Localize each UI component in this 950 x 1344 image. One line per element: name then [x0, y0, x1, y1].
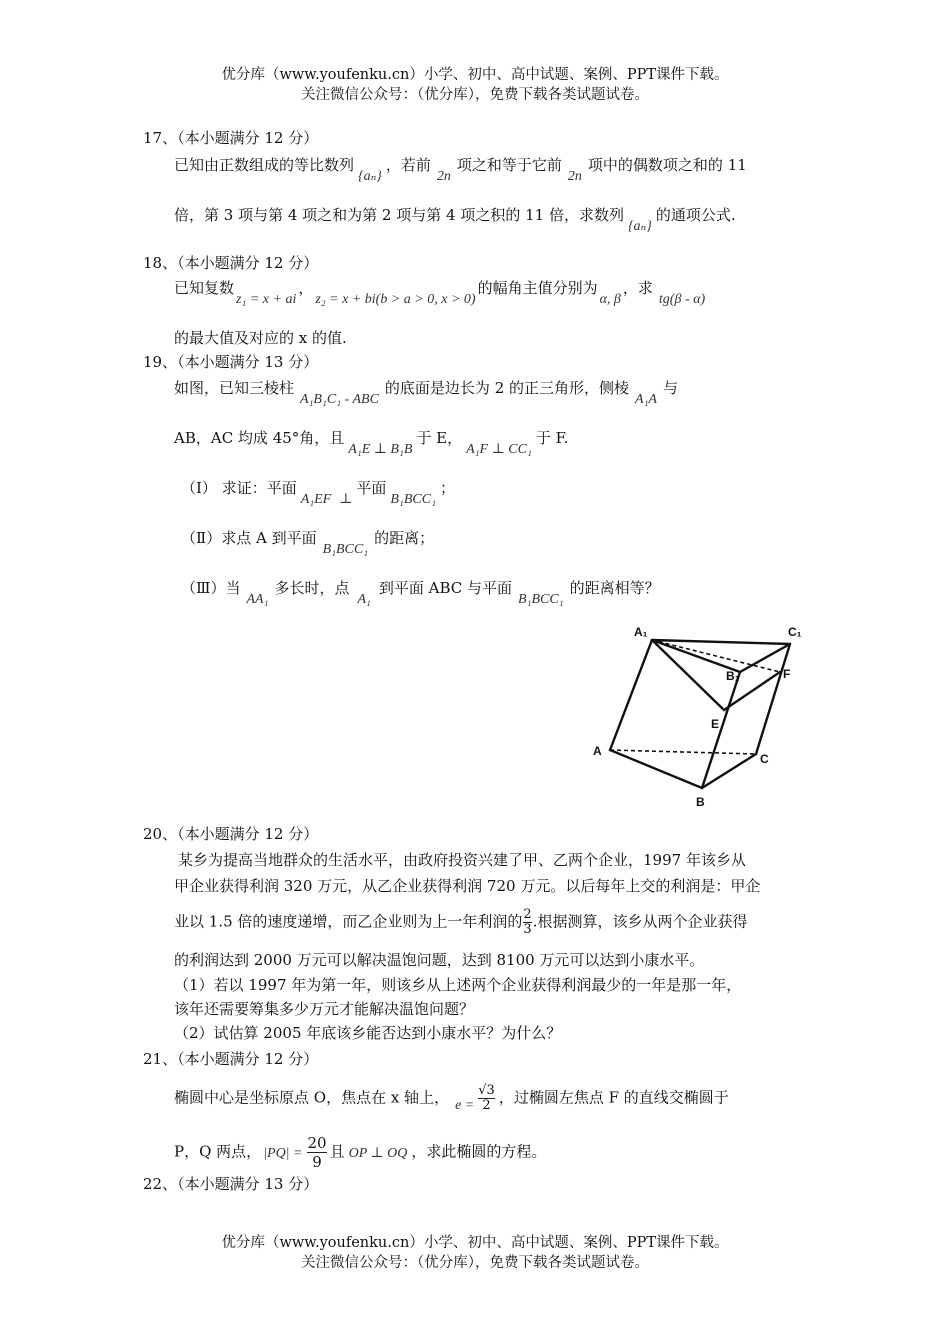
q20-part-1-b: 该年还需要筹集多少万元才能解决温饱问题？	[174, 1000, 475, 1018]
q18-tg: tg(β - α)	[658, 292, 706, 307]
q19-text: 于 F.	[535, 429, 569, 447]
q21-pq-fraction	[307, 1134, 326, 1171]
q19-text: 平面	[356, 479, 387, 497]
q18-title: 18、（本小题满分 12 分）	[143, 254, 319, 272]
q19-perp-1: A₁E ⊥ B₁B	[348, 442, 413, 457]
q20-part-2: （2）试估算 2005 年底该乡能否达到小康水平？为什么？	[174, 1024, 562, 1042]
q17-sequence-an: {aₙ}	[358, 169, 382, 184]
q17-text: ，若前	[385, 156, 431, 174]
q21-eccentricity: e =	[455, 1097, 475, 1113]
q19-part-3	[181, 578, 660, 607]
fraction-numerator: 2	[523, 907, 532, 922]
q19-plane-b1bcc1: B₁BCC₁	[390, 492, 436, 507]
q19-line-1	[174, 378, 679, 407]
header-line-2: 关注微信公众号：（优分库），免费下载各类试题试卷。	[301, 87, 649, 103]
edge-b1-b	[702, 672, 740, 788]
fraction-numerator: √3	[478, 1083, 495, 1098]
q17-title: 17、（本小题满分 12 分）	[143, 129, 319, 147]
q17-2n: 2n	[567, 169, 582, 184]
q19-text: （I） 求证：平面	[181, 479, 297, 497]
q19-plane-a1ef: A₁EF	[300, 492, 332, 507]
q17-line-1	[174, 155, 747, 184]
q19-perp-2: A₁F ⊥ CC₁	[466, 442, 532, 457]
q19-prism: A₁B₁C₁ - ABC	[300, 392, 379, 407]
q21-title: 21、（本小题满分 12 分）	[143, 1050, 319, 1068]
q21-text: ，求此椭圆的方程。	[411, 1142, 547, 1161]
q20-line-2: 甲企业获得利润 320 万元，从乙企业获得利润 720 万元。以后每年上交的利润是：甲企	[174, 877, 761, 895]
q20-line-3	[174, 908, 747, 937]
label-e: E	[711, 717, 720, 731]
q17-sequence-an: {aₙ}	[627, 219, 652, 234]
q19-text: 的距离相等？	[569, 579, 660, 597]
q17-text: 倍，第 3 项与第 4 项之和为第 2 项与第 4 项之积的 11 倍，求数列	[174, 206, 624, 224]
q19-text: 于 E，	[416, 429, 463, 447]
edge-a-c	[610, 750, 756, 754]
q20-line-4: 的利润达到 2000 万元可以解决温饱问题，达到 8100 万元可以达到小康水平。	[174, 951, 705, 969]
footer-line-2: 关注微信公众号：（优分库），免费下载各类试题试卷。	[301, 1255, 649, 1271]
q19-text: （Ⅲ）当	[181, 579, 241, 597]
label-a: A	[593, 744, 602, 758]
fraction-numerator: 20	[307, 1134, 327, 1152]
fraction-denominator: 2	[482, 1098, 491, 1113]
q19-text: 如图，已知三棱柱	[174, 379, 295, 397]
footer-line-1: 优分库（www.youfenku.cn）小学、初中、高中试题、案例、PPT课件下载。	[221, 1235, 729, 1251]
prism-figure	[590, 618, 810, 813]
q19-part-2	[181, 528, 435, 557]
q21-pq: |PQ| =	[263, 1145, 303, 1161]
q17-text: 项中的偶数项之和的 11	[587, 156, 747, 174]
q21-text: 椭圆中心是坐标原点 O，焦点在 x 轴上，	[174, 1088, 450, 1107]
q20-title: 20、（本小题满分 12 分）	[143, 825, 319, 843]
label-b: B	[696, 795, 705, 809]
fraction-denominator: 3	[523, 922, 532, 937]
edge-a1-c1	[652, 640, 790, 644]
label-c1: C₁	[788, 625, 802, 639]
q17-line-2	[174, 205, 736, 234]
label-f: F	[783, 667, 791, 681]
q18-text: 已知复数	[174, 279, 235, 297]
label-a1: A₁	[634, 625, 648, 639]
edge-a1-a	[610, 640, 652, 750]
q19-a1: A₁	[357, 592, 371, 607]
q18-text: ，	[298, 279, 314, 297]
q20-fraction	[523, 908, 531, 937]
q21-line-2	[174, 1134, 546, 1171]
q21-e-fraction	[478, 1084, 495, 1113]
q18-z2: z₂ = x + bi(b > a > 0, x > 0)	[315, 292, 476, 307]
q21-text: P，Q 两点，	[174, 1142, 262, 1161]
q18-text: 的幅角主值分别为	[477, 279, 598, 297]
edge-a1-f	[652, 640, 780, 672]
q22-title: 22、（本小题满分 13 分）	[143, 1175, 319, 1193]
q19-plane-b1bcc1: B₁BCC₁	[518, 592, 564, 607]
q21-line-1	[174, 1084, 729, 1113]
edge-a1-b1	[652, 640, 740, 672]
q20-text: .根据测算，该乡从两个企业获得	[532, 912, 748, 931]
q18-z1: z₁ = x + ai	[236, 292, 297, 307]
q20-text: 业以 1.5 倍的速度递增，而乙企业则为上一年利润的	[174, 912, 523, 931]
q19-aa1: AA₁	[246, 592, 269, 607]
edge-b-c	[702, 754, 756, 788]
q21-perp: OP ⊥ OQ	[348, 1145, 408, 1161]
q18-text: ，求	[622, 279, 653, 297]
header-line-1: 优分库（www.youfenku.cn）小学、初中、高中试题、案例、PPT课件下载。	[221, 67, 729, 83]
label-b1: B₁	[726, 669, 740, 683]
q20-line-1: 某乡为提高当地群众的生活水平，由政府投资兴建了甲、乙两个企业，1997 年该乡从	[178, 851, 746, 869]
edge-a-b	[610, 750, 702, 788]
q18-line-1	[174, 278, 706, 307]
q19-line-2	[174, 428, 569, 457]
q21-text: 且	[329, 1142, 345, 1161]
q19-text: ；	[439, 479, 455, 497]
prism-labels	[593, 625, 802, 809]
q18-line-2: 的最大值及对应的 x 的值.	[174, 329, 347, 347]
q17-2n: 2n	[436, 169, 451, 184]
q17-text: 已知由正数组成的等比数列	[174, 156, 355, 174]
label-c: C	[760, 752, 769, 766]
edge-a1-e	[652, 640, 724, 710]
q19-text: 的底面是边长为 2 的正三角形，侧棱	[384, 379, 630, 397]
q19-text: AB，AC 均成 45°角，且	[174, 429, 345, 447]
q20-part-1-a: （1）若以 1997 年为第一年，则该乡从上述两个企业获得利润最少的一年是那一年，	[174, 976, 742, 994]
q17-text: 项之和等于它前	[456, 156, 562, 174]
q19-perp-symbol: ⊥	[339, 492, 353, 507]
q18-alpha-beta: α, β	[599, 292, 621, 307]
q19-a1a: A₁A	[635, 392, 657, 407]
q19-part-1	[181, 478, 455, 507]
q21-text: ，过椭圆左焦点 F 的直线交椭圆于	[498, 1088, 729, 1107]
q19-text: 到平面 ABC 与平面	[378, 579, 513, 597]
q19-text: 多长时，点	[274, 579, 350, 597]
q19-text: （Ⅱ）求点 A 到平面	[181, 529, 317, 547]
q19-title: 19、（本小题满分 13 分）	[143, 353, 319, 371]
q19-plane-b1bcc1: B₁BCC₁	[322, 542, 369, 557]
q19-text: 的距离；	[374, 529, 435, 547]
fraction-denominator: 9	[312, 1153, 322, 1171]
prism-hidden-edges	[610, 640, 780, 754]
q19-text: 与	[663, 379, 679, 397]
q17-text: 的通项公式.	[655, 206, 736, 224]
